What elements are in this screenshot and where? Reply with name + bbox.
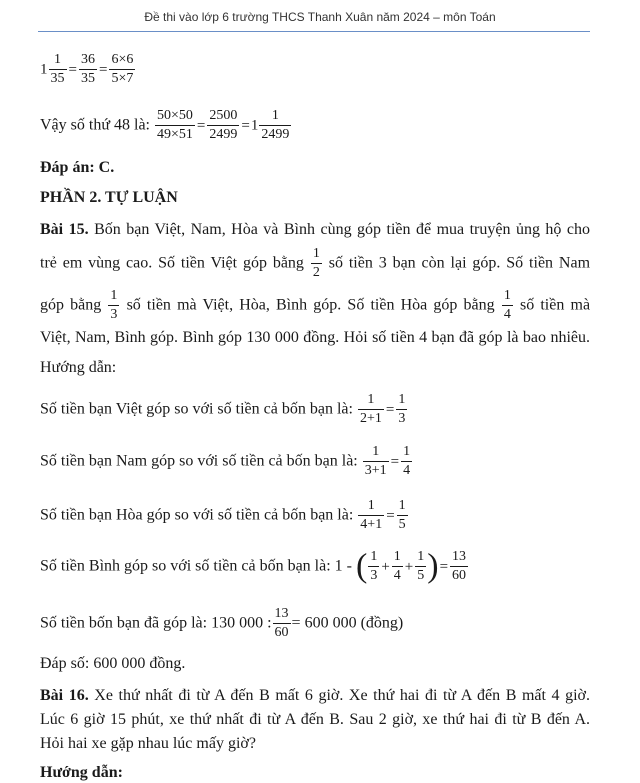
bai16-line-1: Bài 16. Xe thứ nhất đi từ A đến B mất 6 giờ. Xe thứ hai đi từ A đến B mất 4 giờ. xyxy=(40,687,591,704)
equation-mixed-number: 1 $\frac{1}{35}$ = $\frac{36}{35}$ = $\frac{6\times 6}{5\times 7}$ xyxy=(40,52,134,86)
eq2-fraction-1: $\frac{50\times 50}{49\times 51}$ xyxy=(157,108,193,142)
bai16-line-2: Lúc 6 giờ 15 phút, xe thứ nhất đi từ A đến B. Sau 2 giờ, xe thứ hai đi từ B đến A. xyxy=(40,711,590,728)
header-divider xyxy=(38,31,590,32)
section-title: PHẦN 2. TỰ LUẬN xyxy=(40,189,178,206)
fraction-one-third: $\frac{1}{3}$ xyxy=(110,288,118,322)
bai15-step-3: Số tiền bạn Hòa góp so với số tiền cả bốn bạn là: $\frac{1}{4+1}$ = $\frac{1}{5}$ xyxy=(40,498,406,532)
equation-48th-number: Vậy số thứ 48 là: $\frac{50\times 50}{49\times 51}$ = $\frac{2500}{2499}$ =1 $\frac{1}{2499}$ xyxy=(40,108,290,142)
bai15-step-2: Số tiền bạn Nam góp so với số tiền cả bốn bạn là: $\frac{1}{3+1}$ = $\frac{1}{4}$ xyxy=(40,444,411,478)
bai16-label: Bài 16. xyxy=(40,687,89,704)
fraction-one-quarter: $\frac{1}{4}$ xyxy=(503,288,511,322)
fraction-one-half: $\frac{1}{2}$ xyxy=(312,246,320,280)
eq1-fraction-3: $\frac{6\times 6}{5\times 7}$ xyxy=(111,52,134,86)
bai16-guide-label: Hướng dẫn: xyxy=(40,764,123,781)
bai15-step-5: Số tiền bốn bạn đã góp là: 130 000 : $\frac{13}{60}$ = 600 000 (đồng) xyxy=(40,606,404,640)
answer-label: Đáp án: C. xyxy=(40,159,115,176)
bai16-line-3: Hỏi hai xe gặp nhau lúc mấy giờ? xyxy=(40,735,256,752)
bai15-step-4: Số tiền Bình góp so với số tiền cả bốn bạn là: 1 - ( $\frac{1}{3}$ + $\frac{1}{4}$ + $\frac{1}{5}$ )= $\frac{13}{60}$ xyxy=(40,547,467,585)
eq1-whole: 1 xyxy=(40,61,48,78)
eq2-fraction-2: $\frac{2500}{2499}$ xyxy=(209,108,238,142)
page-header: Đề thi vào lớp 6 trường THCS Thanh Xuân năm 2024 – môn Toán xyxy=(144,10,496,24)
bai15-step-1: Số tiền bạn Việt góp so với số tiền cả bốn bạn là: $\frac{1}{2+1}$ = $\frac{1}{3}$ xyxy=(40,392,406,426)
eq1-fraction-2: $\frac{36}{35}$ xyxy=(80,52,95,86)
eq1-fraction-1: $\frac{1}{35}$ xyxy=(50,52,65,86)
bai15-guide-label: Hướng dẫn: xyxy=(40,359,117,376)
bai15-line-3: góp bằng $\frac{1}{3}$ số tiền mà Việt, Hòa, Bình góp. Số tiền Hòa góp bằng $\frac{1}{4}$ số tiền mà xyxy=(40,288,591,322)
bai15-final-answer: Đáp số: 600 000 đồng. xyxy=(40,655,186,672)
bai15-line-2: trẻ em vùng cao. Số tiền Việt góp bằng $\frac{1}{2}$ số tiền 3 bạn còn lại góp. Số tiền Nam xyxy=(40,246,591,280)
eq2-fraction-3: $\frac{1}{2499}$ xyxy=(261,108,290,142)
bai15-label: Bài 15. xyxy=(40,221,89,238)
bai15-line-4: Việt, Nam, Bình góp. Bình góp 130 000 đồng. Hỏi số tiền 4 bạn đã góp là bao nhiêu. xyxy=(40,329,590,346)
bai15-line-1: Bài 15. Bốn bạn Việt, Nam, Hòa và Bình cùng góp tiền để mua truyện ủng hộ cho xyxy=(40,221,591,238)
